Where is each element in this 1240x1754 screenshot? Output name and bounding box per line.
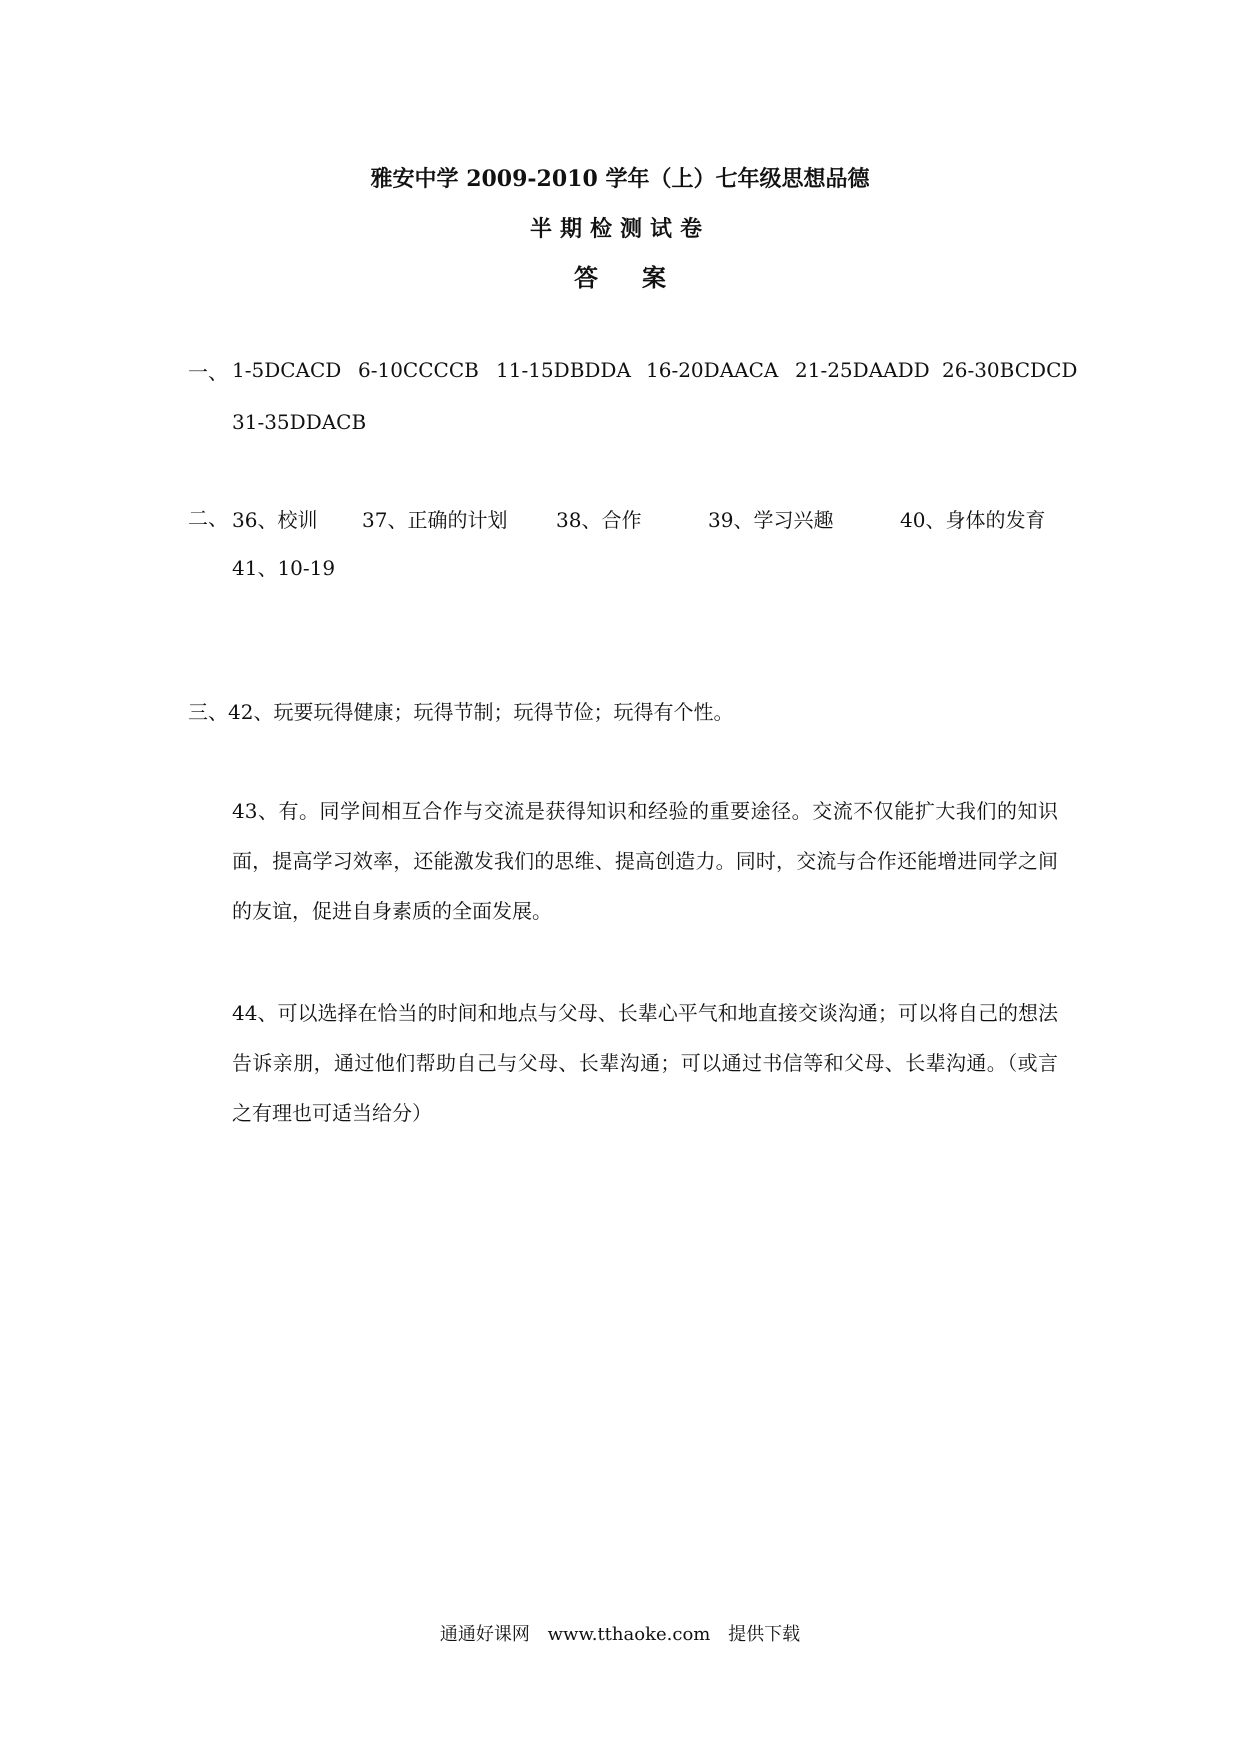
answer-group: 21-25DAADD [795,358,930,382]
q43-answer: 43、有。同学间相互合作与交流是获得知识和经验的重要途径。交流不仅能扩大我们的知识面，提高学习效率，还能激发我们的思维、提高创造力。同时，交流与合作还能增进同学之间的友谊，促进自身素质的全面发展。 [232,799,1058,923]
footer-suffix: 提供下载 [728,1624,801,1645]
q44-answer: 44、可以选择在恰当的时间和地点与父母、长辈心平气和地直接交谈沟通；可以将自己的想法告诉亲朋，通过他们帮助自己与父母、长辈沟通；可以通过书信等和父母、长辈沟通。（或言之有理也可适当给分） [232,1001,1058,1125]
answer-group: 26-30BCDCD [942,358,1078,382]
footer-url: www.tthaoke.com [547,1624,711,1645]
fill-answer: 38、合作 [556,508,642,532]
answer-group: 6-10CCCCB [358,358,479,382]
answer-heading-char-1: 答 [574,263,598,292]
fill-answer: 41、10-19 [232,556,336,580]
fill-answer: 36、校训 [232,508,318,532]
answer-heading [0,258,1240,293]
fill-answer: 37、正确的计划 [362,508,508,532]
section3-label: 三、 [188,700,228,724]
footer-credit [0,1620,1240,1646]
answer-group: 31-35DDACB [232,410,367,434]
answer-heading-char-2: 案 [642,263,666,292]
answer-group: 11-15DBDDA [496,358,631,382]
document-title: 雅安中学 2009-2010 学年（上）七年级思想品德 [370,166,870,192]
section2-label: 二、 [188,506,228,530]
answer-group: 16-20DAACA [646,358,779,382]
footer-site-name: 通通好课网 [439,1624,530,1645]
document-subtitle: 半期检测试卷 [529,216,710,242]
fill-answer: 40、身体的发育 [900,508,1046,532]
answer-group: 1-5DCACD [232,358,342,382]
fill-answer: 39、学习兴趣 [708,508,834,532]
section1-label: 一、 [188,360,228,384]
section3-q42 [188,698,733,726]
q42-answer: 42、玩要玩得健康；玩得节制；玩得节俭；玩得有个性。 [228,700,734,724]
